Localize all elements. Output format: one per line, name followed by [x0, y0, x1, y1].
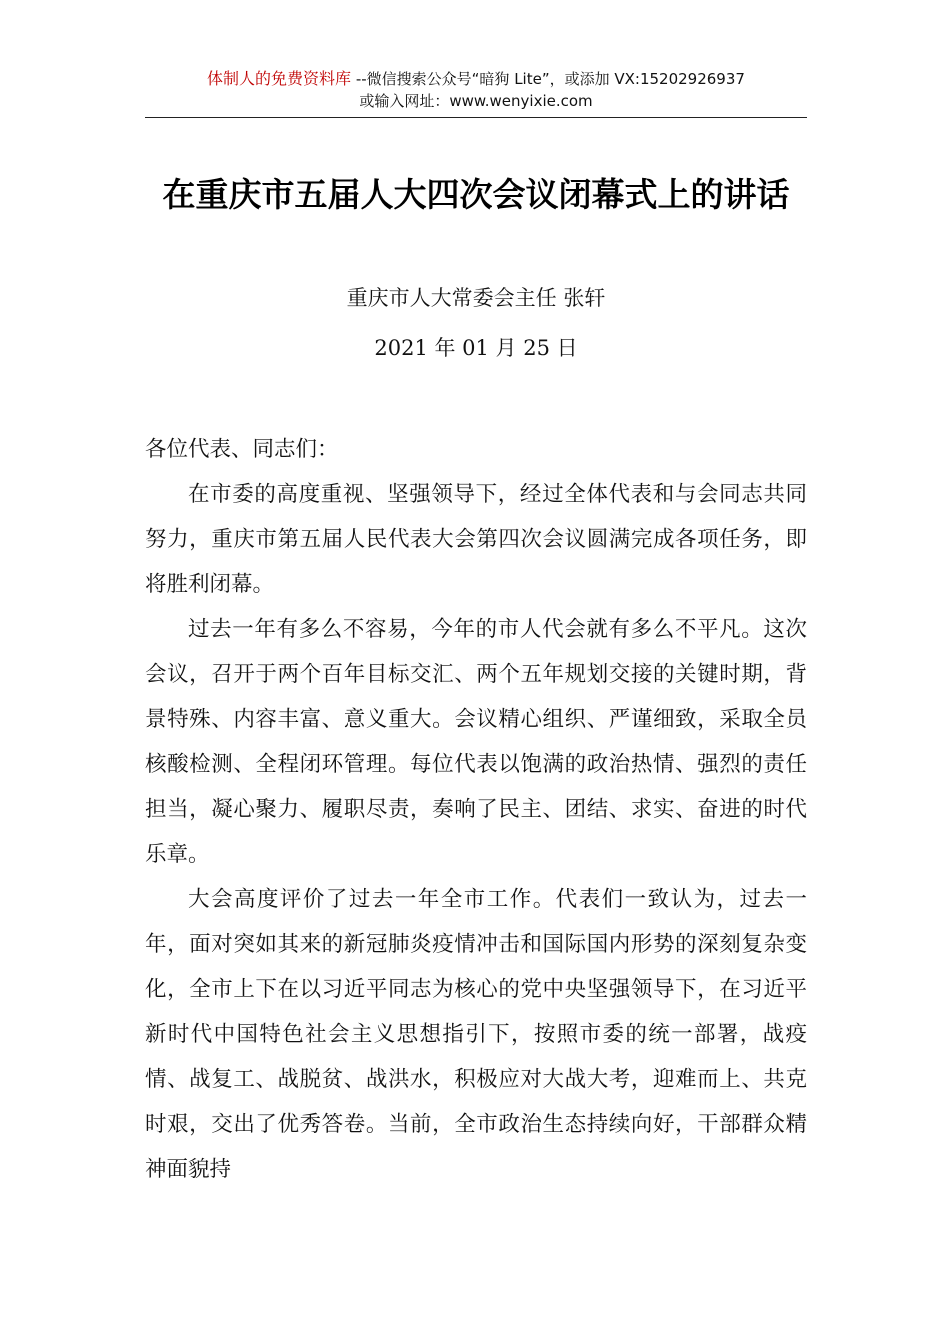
- header-url-line: 或输入网址：www.wenyixie.com: [359, 92, 593, 110]
- document-title: 在重庆市五届人大四次会议闭幕式上的讲话: [162, 175, 790, 214]
- body-paragraph: 大会高度评价了过去一年全市工作。代表们一致认为，过去一年，面对突如其来的新冠肺炎疫情冲击和国际国内形势的深刻复杂变化，全市上下在以习近平同志为核心的党中央坚强领导下，在习近平新时代中国特色社会主义思想指引下，按照市委的统一部署，战疫情、战复工、战脱贫、战洪水，积极应对大战大考，迎难而上、共克时艰，交出了优秀答卷。当前，全市政治生态持续向好，干部群众精神面貌持: [145, 887, 807, 1182]
- salutation: 各位代表、同志们：: [145, 437, 339, 462]
- body-paragraph: 在市委的高度重视、坚强领导下，经过全体代表和与会同志共同努力，重庆市第五届人民代表大会第四次会议圆满完成各项任务，即将胜利闭幕。: [145, 482, 807, 597]
- body-paragraph: 过去一年有多么不容易，今年的市人代会就有多么不平凡。这次会议，召开于两个百年目标交汇、两个五年规划交接的关键时期，背景特殊、内容丰富、意义重大。会议精心组织、严谨细致，采取全员核酸检测、全程闭环管理。每位代表以饱满的政治热情、强烈的责任担当，凝心聚力、履职尽责，奏响了民主、团结、求实、奋进的时代乐章。: [145, 617, 807, 867]
- header-divider: [145, 117, 807, 118]
- page-header: [145, 68, 807, 112]
- document-author: 重庆市人大常委会主任 张轩: [346, 286, 606, 310]
- header-brand: 体制人的免费资料库: [207, 69, 352, 88]
- document-date: 2021 年 01 月 25 日: [374, 336, 578, 360]
- header-promo-line: [145, 68, 807, 90]
- document-body: [145, 427, 807, 1192]
- header-promo: --微信搜索公众号“暗狗 Lite”，或添加 VX:15202926937: [351, 70, 745, 88]
